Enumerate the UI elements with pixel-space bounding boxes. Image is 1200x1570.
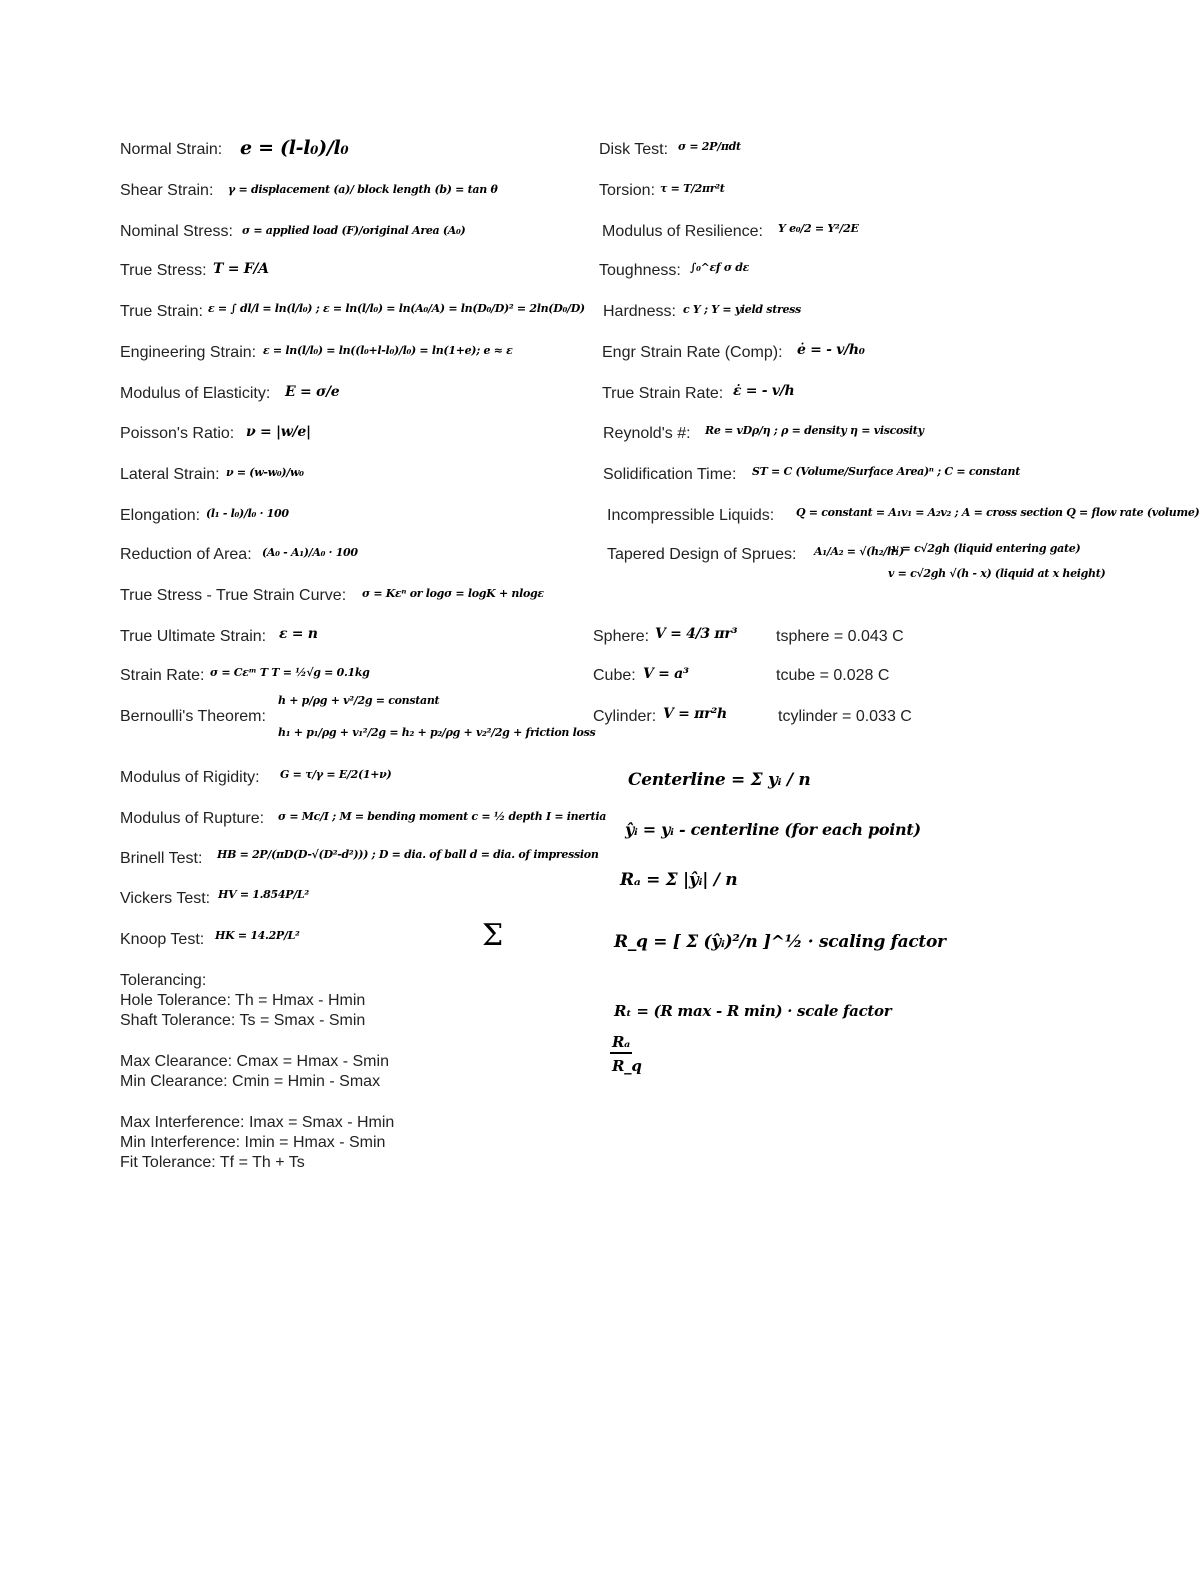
cube-label: Cube: [593,667,636,684]
modulus-rupture-label: Modulus of Rupture: [120,810,265,827]
lateral-strain-formula: ν = (w-w₀)/w₀ [226,466,304,479]
true-strain-formula: ε = ∫ dl/l = ln(l/l₀) ; ε = ln(l/l₀) = ln(A₀/A) = ln(D₀/D)² = 2ln(D₀/D) [208,302,585,315]
true-stress-label: True Stress: [120,262,207,279]
brinell-formula: HB = 2P/(πD(D-√(D²-d²))) ; D = dia. of ball d = dia. of impression [217,848,599,861]
sigma-symbol: Σ [482,918,503,953]
hole-tolerance: Hole Tolerance: Th = Hmax - Hmin [120,992,366,1009]
engr-strain-rate-formula: ė = - v/h₀ [797,342,865,358]
cylinder-label: Cylinder: [593,708,657,725]
true-ultimate-strain-formula: ε = n [279,626,318,642]
normal-strain-label: Normal Strain: [120,141,223,158]
solidification-formula: ST = C (Volume/Surface Area)ⁿ ; C = constant [752,465,1020,478]
tolerancing-heading: Tolerancing: [120,972,207,989]
toughness-label: Toughness: [599,262,681,279]
disk-test-label: Disk Test: [599,141,669,158]
nominal-stress-label: Nominal Stress: [120,223,233,240]
elongation-label: Elongation: [120,507,201,524]
fit-tolerance: Fit Tolerance: Tf = Th + Ts [120,1154,305,1171]
modulus-elasticity-label: Modulus of Elasticity: [120,385,271,402]
max-clearance: Max Clearance: Cmax = Hmax - Smin [120,1053,389,1070]
true-stress-curve-formula: σ = Kεⁿ or logσ = logK + nlogε [362,587,544,600]
cube-formula: V = a³ [643,666,689,682]
tapered-sprues-label: Tapered Design of Sprues: [607,546,797,563]
ra-formula: Rₐ = Σ |ŷᵢ| / n [620,870,738,890]
elongation-formula: (l₁ - l₀)/l₀ · 100 [206,507,289,520]
min-clearance: Min Clearance: Cmin = Hmin - Smax [120,1073,381,1090]
modulus-resilience-label: Modulus of Resilience: [602,223,763,240]
normal-strain-formula: e = (l-l₀)/l₀ [240,137,349,159]
cylinder-time: tcylinder = 0.033 C [778,708,912,725]
sphere-time: tsphere = 0.043 C [776,628,904,645]
true-strain-rate-formula: ε̇ = - v/h [733,383,795,399]
true-stress-curve-label: True Stress - True Strain Curve: [120,587,347,604]
torsion-formula: τ = T/2πr²t [660,182,725,195]
engr-strain-rate-label: Engr Strain Rate (Comp): [602,344,783,361]
true-stress-formula: T = F/A [213,261,269,277]
tapered-sprues-formula: A₁/A₂ = √(h₂/h₁) [814,545,905,558]
shaft-tolerance: Shaft Tolerance: Ts = Smax - Smin [120,1012,366,1029]
vickers-formula: HV = 1.854P/L² [218,888,309,901]
modulus-resilience-formula: Y e₀/2 = Y²/2E [778,222,859,235]
true-strain-rate-label: True Strain Rate: [602,385,724,402]
cylinder-formula: V = πr²h [663,706,727,722]
engineering-strain-formula: ε = ln(l/l₀) = ln((l₀+l-l₀)/l₀) = ln(1+e); e ≈ ε [263,344,513,357]
hardness-label: Hardness: [603,303,676,320]
min-interference: Min Interference: Imin = Hmax - Smin [120,1134,386,1151]
modulus-rigidity-formula: G = τ/γ = E/2(1+ν) [280,768,392,781]
ratio-numerator: Rₐ [612,1033,630,1051]
strain-rate-formula: σ = Cεᵐ T T = ½√g = 0.1kg [210,666,370,679]
ratio-fraction-bar [610,1052,632,1054]
sphere-formula: V = 4/3 πr³ [655,626,738,642]
incompressible-label: Incompressible Liquids: [607,507,775,524]
nominal-stress-formula: σ = applied load (F)/original Area (A₀) [242,224,466,237]
yi-formula: ŷᵢ = yᵢ - centerline (for each point) [625,820,921,839]
tolerancing-block [120,971,365,1031]
true-strain-label: True Strain: [120,303,203,320]
tapered-sprues-velocity-2: v = c√2gh √(h - x) (liquid at x height) [888,567,1106,580]
ratio-denominator: R_q [612,1057,642,1075]
hardness-formula: c Y ; Y = yield stress [683,303,801,316]
solidification-label: Solidification Time: [603,466,737,483]
interference-block [120,1113,394,1173]
engineering-strain-label: Engineering Strain: [120,344,257,361]
bernoulli-label: Bernoulli's Theorem: [120,708,266,725]
knoop-label: Knoop Test: [120,931,205,948]
modulus-rupture-formula: σ = Mc/I ; M = bending moment c = ½ depth I = inertia [278,810,607,823]
max-interference: Max Interference: Imax = Smax - Hmin [120,1114,395,1131]
lateral-strain-label: Lateral Strain: [120,466,220,483]
reduction-area-formula: (A₀ - A₁)/A₀ · 100 [262,546,358,559]
tapered-sprues-velocity-1: v = c√2gh (liquid entering gate) [892,542,1081,555]
true-ultimate-strain-label: True Ultimate Strain: [120,628,267,645]
shear-strain-formula: γ = displacement (a)/ block length (b) = tan θ [228,183,498,196]
shear-strain-label: Shear Strain: [120,182,214,199]
reynolds-label: Reynold's #: [603,425,691,442]
knoop-formula: HK = 14.2P/L² [215,929,300,942]
rt-formula: Rₜ = (R max - R min) · scale factor [614,1002,892,1020]
rq-formula: R_q = [ Σ (ŷᵢ)²/n ]^½ · scaling factor [614,932,946,952]
poissons-ratio-formula: ν = |w/e| [246,424,311,440]
reduction-area-label: Reduction of Area: [120,546,252,563]
disk-test-formula: σ = 2P/πdt [678,140,741,153]
clearance-block [120,1052,389,1092]
incompressible-formula: Q = constant = A₁v₁ = A₂v₂ ; A = cross section Q = flow rate (volume) [796,506,1200,519]
modulus-rigidity-label: Modulus of Rigidity: [120,769,260,786]
modulus-elasticity-formula: E = σ/e [285,384,340,400]
poissons-ratio-label: Poisson's Ratio: [120,425,235,442]
brinell-label: Brinell Test: [120,850,203,867]
bernoulli-formula-1: h + p/ρg + v²/2g = constant [278,694,440,707]
torsion-label: Torsion: [599,182,656,199]
vickers-label: Vickers Test: [120,890,211,907]
reynolds-formula: Re = vDρ/η ; ρ = density η = viscosity [705,424,924,437]
bernoulli-formula-2: h₁ + p₁/ρg + v₁²/2g = h₂ + p₂/ρg + v₂²/2g + friction loss [278,726,596,739]
strain-rate-label: Strain Rate: [120,667,205,684]
centerline-formula: Centerline = Σ yᵢ / n [628,770,811,790]
toughness-formula: ∫₀^εf σ dε [690,261,749,274]
sphere-label: Sphere: [593,628,650,645]
cube-time: tcube = 0.028 C [776,667,890,684]
